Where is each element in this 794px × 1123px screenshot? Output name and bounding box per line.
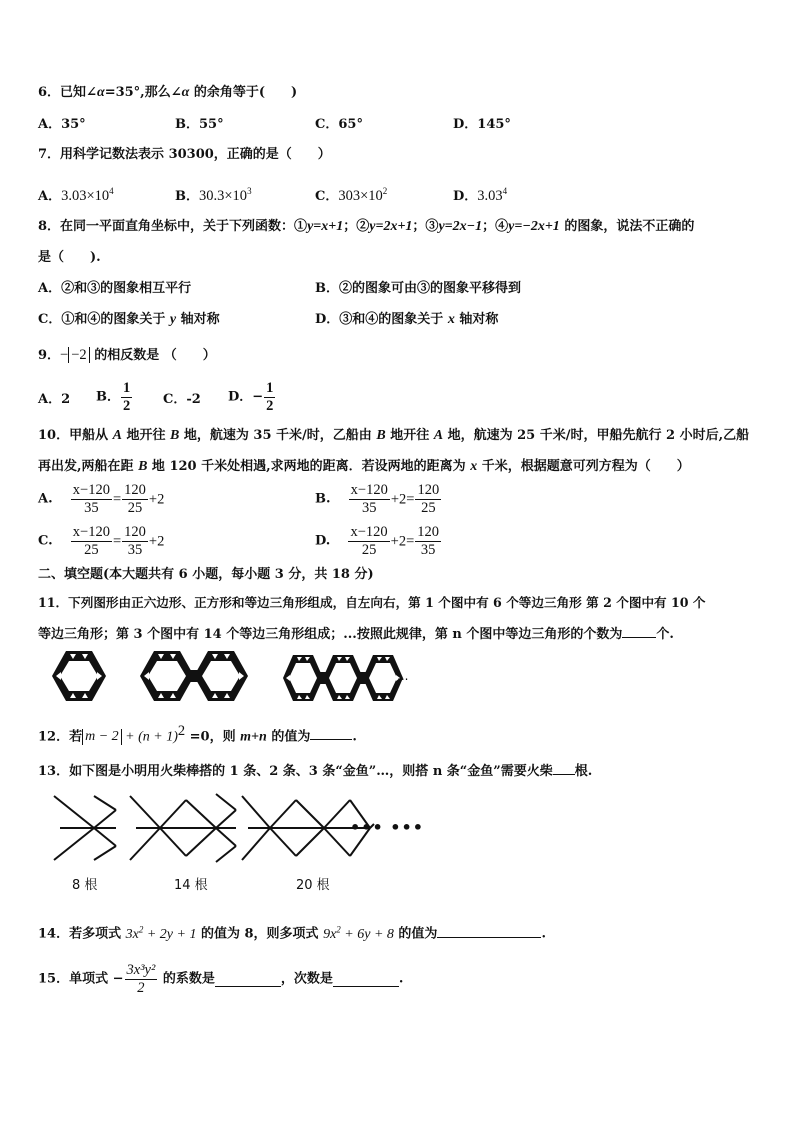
q9-option-b[interactable]: B． $\frac{1}{2}$ (96, 380, 131, 414)
q13-caption-3: 20 根 (296, 878, 330, 893)
q6-option-b[interactable]: B．55° (175, 117, 224, 132)
q9-stem: 9．− −2 的相反数是 （ ） (38, 347, 216, 363)
q11-figure-2 (140, 650, 270, 702)
q11-stem-line2: 等边三角形；第 3 个图中有 14 个等边三角形组成；...按照此规律，第 n 个图中等边三角形的个数为 个. (38, 623, 674, 644)
q9-option-a[interactable]: A．2 (38, 392, 71, 407)
q13-stem: 13．如下图是小明用火柴棒搭的 1 条、2 条、3 条“金鱼”…，则搭 n 条“金鱼”需要火柴 根. (38, 760, 592, 781)
q10-option-d[interactable]: D. $\frac{x-120}{25}$ +2= $\frac{120}{35}$ (315, 524, 440, 558)
q8-option-c[interactable]: C．①和④的图象关于 y 轴对称 (38, 312, 220, 327)
q6-stem: 6．已知∠α=35°,那么∠α 的余角等于( ) (38, 85, 298, 100)
q9-option-d[interactable]: D．− $\frac{1}{2}$ (228, 380, 274, 414)
q6-option-a[interactable]: A．35° (38, 117, 86, 132)
q8-option-d[interactable]: D．③和④的图象关于 x 轴对称 (315, 312, 499, 327)
q10-stem-line2: 再出发,两船在距 B 地 120 千米处相遇,求两地的距离．若设两地的距离为 x 千米，根据题意可列方程为（ ） (38, 459, 690, 474)
q10-option-a[interactable]: A. $\frac{x-120}{35}$ = $\frac{120}{25}$ +2 (38, 482, 165, 516)
q13-fish-1 (54, 796, 116, 860)
q7-option-d[interactable]: D．3.03$^4$ (453, 186, 508, 204)
q11-ellipsis: ... (397, 669, 409, 683)
q13-caption-2: 14 根 (174, 878, 208, 893)
q14-stem: 14．若多项式 $3x^2 + 2y + 1$ 的值为 8，则多项式 $9x^2 + 6y + 8$ 的值为 . (38, 924, 546, 942)
q12-answer-blank[interactable] (310, 725, 352, 740)
q8-stem: 8．在同一平面直角坐标中，关于下列函数：①y=x+1；②y=2x+1；③y=2x−1；④y=−2x+1 的图象，说法不正确的 (38, 219, 695, 234)
q13-fish-2 (130, 794, 236, 862)
q15-degree-blank[interactable] (333, 972, 399, 987)
q6-option-c[interactable]: C．65° (315, 117, 363, 132)
q8-stem-line2: 是（ ). (38, 250, 101, 265)
q10-option-c[interactable]: C. $\frac{x-120}{25}$ = $\frac{120}{35}$ +2 (38, 524, 165, 558)
q11-stem: 11．下列图形由正六边形、正方形和等边三角形组成，自左向右，第 1 个图中有 6 个等边三角形 第 2 个图中有 10 个 (38, 595, 706, 610)
q6-option-d[interactable]: D．145° (453, 117, 511, 132)
q8-option-a[interactable]: A．②和③的图象相互平行 (38, 281, 192, 296)
q11-answer-blank[interactable] (622, 623, 656, 638)
q7-option-a[interactable]: A．$3.03\times 10^4$ (38, 186, 114, 204)
q11-figure-1 (40, 650, 120, 702)
q15-stem: 15．单项式 − $\frac{\text{3x³y²}}{2}$ 的系数是 ，次数是 . (38, 962, 404, 996)
q13-dots: ••• ••• (350, 818, 424, 837)
q10-option-b[interactable]: B. $\frac{x-120}{35}$ +2= $\frac{120}{25}$ (315, 482, 440, 516)
q7-option-c[interactable]: C．$303\times 10^2$ (315, 186, 388, 204)
q10-stem: 10．甲船从 A 地开往 B 地，航速为 35 千米/时，乙船由 B 地开往 A 地，航速为 25 千米/时，甲船先航行 2 小时后,乙船 (38, 428, 750, 443)
q8-option-b[interactable]: B．②的图象可由③的图象平移得到 (315, 281, 521, 296)
q13-caption-1: 8 根 (72, 878, 98, 893)
q7-option-b[interactable]: B．$30.3\times 10^3$ (175, 186, 252, 204)
section-heading: 二、填空题(本大题共有 6 小题，每小题 3 分，共 18 分) (38, 567, 374, 582)
q14-answer-blank[interactable] (437, 923, 541, 938)
q9-option-c[interactable]: C．-2 (163, 392, 201, 407)
q12-stem: 12．若 $m - 2 + (n + 1)^2 =0$，则 m+n 的值为 . (38, 723, 357, 745)
q7-stem: 7．用科学记数法表示 30300，正确的是（ ） (38, 147, 331, 162)
q15-coefficient-blank[interactable] (215, 972, 281, 987)
q13-answer-blank[interactable] (553, 760, 575, 775)
q11-figure-3 (283, 654, 413, 702)
